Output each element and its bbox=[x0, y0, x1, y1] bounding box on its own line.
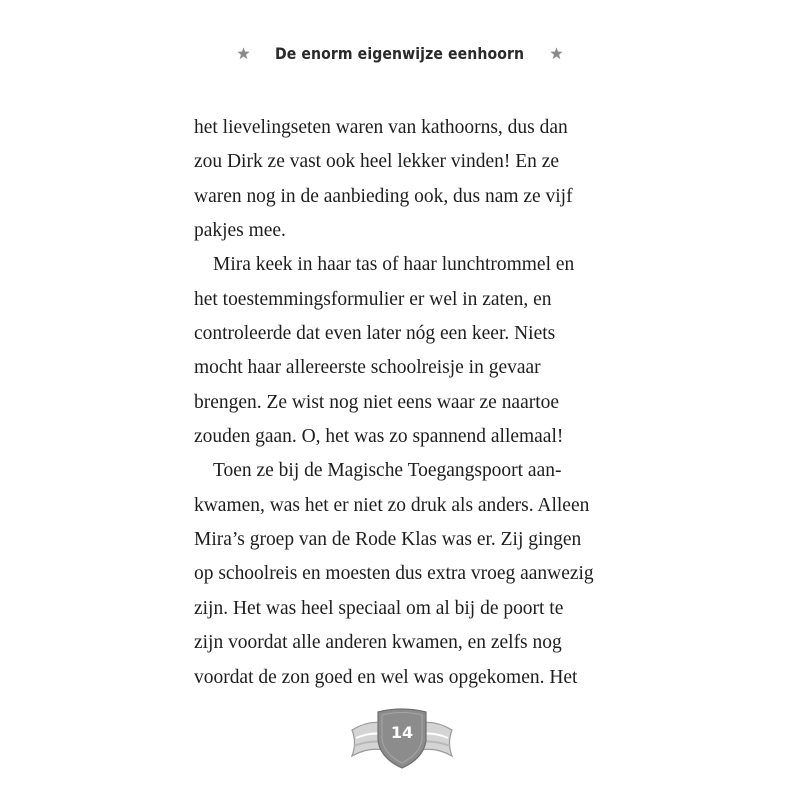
text-line: brengen. Ze wist nog niet eens waar ze naartoe bbox=[194, 390, 560, 413]
text-line: Mira’s groep van de Rode Klas was er. Zij gingen bbox=[194, 528, 582, 551]
star-icon bbox=[237, 47, 250, 60]
text-line: waren nog in de aanbieding ook, dus nam ze vijf bbox=[194, 184, 573, 207]
text-line: Mira keek in haar tas of haar lunchtrommel en bbox=[213, 253, 575, 276]
running-header-title: De enorm eigenwijze eenhoorn bbox=[275, 44, 525, 63]
paragraph bbox=[194, 453, 614, 693]
text-line: Toen ze bij de Magische Toegangspoort aan- bbox=[213, 459, 562, 482]
text-line: pakjes mee. bbox=[194, 219, 286, 242]
page-number: 14 bbox=[390, 723, 414, 742]
page-header bbox=[0, 44, 800, 63]
text-line: het lievelingseten waren van kathoorns, dus dan bbox=[194, 116, 568, 138]
text-line: zou Dirk ze vast ook heel lekker vinden! En ze bbox=[194, 150, 560, 173]
paragraph bbox=[194, 110, 614, 247]
star-icon bbox=[550, 47, 563, 60]
text-line: voordat de zon goed en wel was opgekomen. Het bbox=[194, 665, 578, 688]
page-number-badge bbox=[348, 706, 456, 770]
text-line: zijn voordat alle anderen kwamen, en zelfs nog bbox=[194, 631, 562, 654]
paragraph bbox=[194, 247, 614, 453]
text-line: op schoolreis en moesten dus extra vroeg aanwezig bbox=[194, 562, 594, 585]
text-line: controleerde dat even later nóg een keer. Niets bbox=[194, 322, 556, 345]
text-line: mocht haar allereerste schoolreisje in gevaar bbox=[194, 356, 541, 379]
text-line: kwamen, was het er niet zo druk als anders. Alleen bbox=[194, 493, 590, 516]
body-text bbox=[194, 110, 614, 694]
text-line: zijn. Het was heel speciaal om al bij de poort te bbox=[194, 596, 564, 619]
text-line: het toestemmingsformulier er wel in zaten, en bbox=[194, 287, 552, 310]
text-line: zouden gaan. O, het was zo spannend allemaal! bbox=[194, 425, 564, 448]
